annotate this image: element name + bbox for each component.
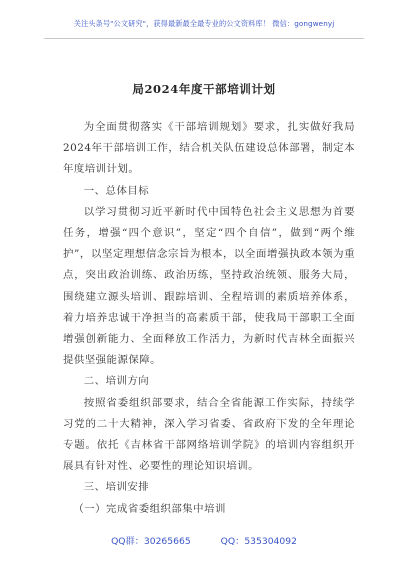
document-body — [63, 117, 355, 520]
footer-qq-number: QQ：535304092 — [220, 536, 297, 547]
section-heading-arrangement: 三、培训安排 — [83, 481, 150, 494]
section-body-goals: 以学习贯彻习近平新时代中国特色社会主义思想为首要任务，增强“四个意识”，坚定“四个自信”，做到“两个维护”，以坚定理想信念宗旨为根本，以全面增强执政本领为重点，突出政治训练、政治历练，坚持政治统领、服务大局，围绕建立源头培训、跟踪培训、全程培训的素质培养体系，着力培养忠诚干净担当的高素质干部，使我局干部职工全面增强创新能力、全面释放工作活力，为新时代吉林全面振兴提供坚强能源保障。 — [63, 205, 355, 367]
footer-qq-group: QQ群：30265665 — [111, 536, 191, 547]
subsection-heading-provincial-training: （一）完成省委组织部集中培训 — [73, 502, 226, 515]
intro-paragraph: 为全面贯彻落实《干部培训规划》要求，扎实做好我局2024年干部培训工作，结合机关队伍建设总体部署，制定本年度培训计划。 — [63, 121, 355, 176]
document-title: 局2024年度干部培训计划 — [132, 82, 276, 96]
section-heading-goals: 一、总体目标 — [83, 184, 150, 197]
section-heading-direction: 二、培训方向 — [83, 375, 150, 388]
header-divider — [44, 38, 364, 39]
section-body-direction: 按照省委组织部要求，结合全省能源工作实际，持续学习党的二十大精神，深入学习省委、省政府下发的全年理论专题。依托《吉林省干部网络培训学院》的培训内容组织开展具有针对性、必要性的理论知识培训。 — [63, 396, 355, 473]
header-notice: 关注头条号"公文研究"，获得最新最全最专业的公文资料库！ 微信：gongwenyj — [73, 19, 335, 28]
footer-contact — [0, 533, 408, 547]
